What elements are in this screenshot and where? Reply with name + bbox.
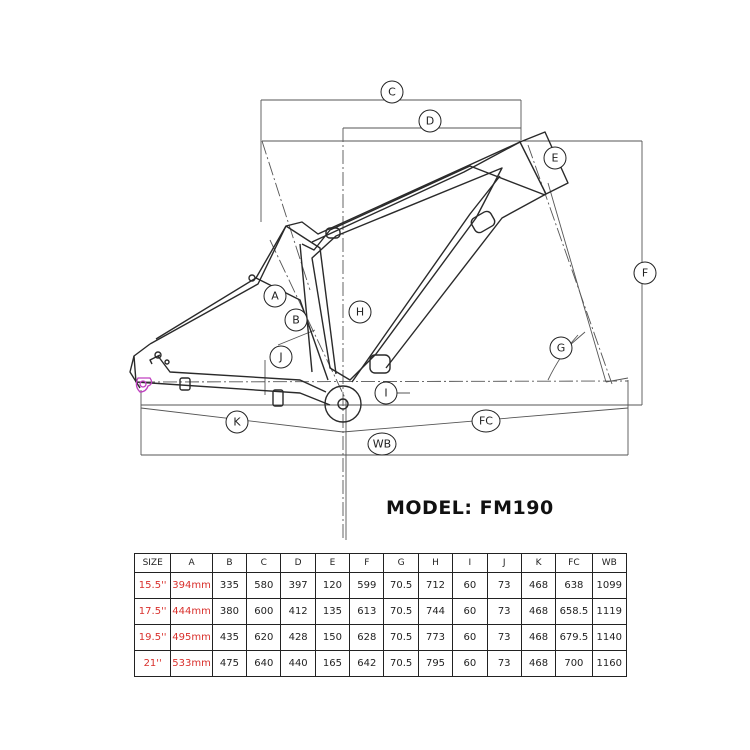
table-cell: 428: [281, 625, 315, 651]
table-cell: 475: [212, 651, 246, 677]
table-header-cell: K: [521, 554, 555, 573]
label-bubble-i: [375, 382, 397, 404]
a-cell: 394mm: [171, 573, 212, 599]
table-cell: 73: [487, 651, 521, 677]
dim-label-b: B: [292, 313, 300, 327]
table-cell: 435: [212, 625, 246, 651]
dim-label-e: E: [551, 151, 559, 165]
table-cell: 468: [521, 625, 555, 651]
label-bubble-j: [270, 346, 292, 368]
table-header-cell: WB: [592, 554, 626, 573]
table-cell: 135: [315, 599, 349, 625]
model-title: MODEL: FM190: [386, 497, 554, 519]
table-header-cell: F: [350, 554, 384, 573]
size-cell: 15.5'': [135, 573, 171, 599]
table-cell: 335: [212, 573, 246, 599]
table-cell: 60: [453, 573, 487, 599]
size-cell: 17.5'': [135, 599, 171, 625]
table-cell: 600: [247, 599, 281, 625]
table-header-row: [135, 554, 627, 573]
label-bubble-g: [550, 337, 572, 359]
table-cell: 397: [281, 573, 315, 599]
dimension-lines: [141, 100, 642, 540]
table-cell: 613: [350, 599, 384, 625]
a-cell: 533mm: [171, 651, 212, 677]
table-cell: 744: [418, 599, 452, 625]
table-cell: 620: [247, 625, 281, 651]
table-cell: 70.5: [384, 599, 418, 625]
table-cell: 60: [453, 599, 487, 625]
a-cell: 495mm: [171, 625, 212, 651]
table-cell: 468: [521, 599, 555, 625]
table-header-cell: J: [487, 554, 521, 573]
table-row: [135, 573, 627, 599]
label-bubble-d: [419, 110, 441, 132]
table-cell: 638: [556, 573, 592, 599]
table-header-cell: B: [212, 554, 246, 573]
table-row: [135, 599, 627, 625]
table-header-cell: FC: [556, 554, 592, 573]
table-cell: 700: [556, 651, 592, 677]
label-bubble-c: [381, 81, 403, 103]
table-cell: 412: [281, 599, 315, 625]
dim-label-k: K: [233, 415, 241, 429]
dim-label-wb: WB: [372, 437, 392, 451]
table-cell: 60: [453, 651, 487, 677]
table-cell: 795: [418, 651, 452, 677]
table-row: [135, 625, 627, 651]
table-cell: 773: [418, 625, 452, 651]
dim-label-fc: FC: [478, 414, 494, 428]
table-header-cell: I: [453, 554, 487, 573]
label-bubble-k: [226, 411, 248, 433]
table-header-cell: D: [281, 554, 315, 573]
table-cell: 1099: [592, 573, 626, 599]
table-cell: 165: [315, 651, 349, 677]
dim-label-a: A: [271, 289, 279, 303]
table-cell: 1140: [592, 625, 626, 651]
table-cell: 468: [521, 573, 555, 599]
table-cell: 150: [315, 625, 349, 651]
table-cell: 628: [350, 625, 384, 651]
table-cell: 73: [487, 625, 521, 651]
geometry-table: [134, 553, 627, 677]
size-cell: 21'': [135, 651, 171, 677]
table-cell: 642: [350, 651, 384, 677]
table-cell: 440: [281, 651, 315, 677]
table-header-cell: H: [418, 554, 452, 573]
a-cell: 444mm: [171, 599, 212, 625]
table-cell: 380: [212, 599, 246, 625]
table-header-cell: C: [247, 554, 281, 573]
table-cell: 468: [521, 651, 555, 677]
table-header-cell: G: [384, 554, 418, 573]
table-cell: 70.5: [384, 573, 418, 599]
table-cell: 1119: [592, 599, 626, 625]
dim-label-h: H: [355, 305, 365, 319]
dim-label-f: F: [641, 266, 649, 280]
table-cell: 70.5: [384, 651, 418, 677]
dim-label-i: I: [384, 386, 388, 400]
table-header-cell: E: [315, 554, 349, 573]
label-bubble-a: [264, 285, 286, 307]
label-bubble-fc: [472, 410, 500, 432]
dim-label-g: G: [556, 341, 566, 355]
table-cell: 70.5: [384, 625, 418, 651]
table-cell: 120: [315, 573, 349, 599]
table-header-cell: SIZE: [135, 554, 171, 573]
table-cell: 73: [487, 573, 521, 599]
label-bubble-b: [285, 309, 307, 331]
table-cell: 60: [453, 625, 487, 651]
label-bubble-h: [349, 301, 371, 323]
dim-label-d: D: [425, 114, 435, 128]
label-bubble-f: [634, 262, 656, 284]
table-cell: 580: [247, 573, 281, 599]
geometry-table-body: [135, 554, 627, 677]
bike-frame-outline: [130, 132, 568, 406]
dim-label-j: J: [279, 350, 283, 364]
label-bubble-wb: [368, 433, 396, 455]
table-row: [135, 651, 627, 677]
table-cell: 599: [350, 573, 384, 599]
table-header-cell: A: [171, 554, 212, 573]
table-cell: 73: [487, 599, 521, 625]
label-bubble-e: [544, 147, 566, 169]
dim-label-c: C: [388, 85, 396, 99]
table-cell: 640: [247, 651, 281, 677]
table-cell: 658.5: [556, 599, 592, 625]
table-cell: 679.5: [556, 625, 592, 651]
size-cell: 19.5'': [135, 625, 171, 651]
table-cell: 712: [418, 573, 452, 599]
table-cell: 1160: [592, 651, 626, 677]
